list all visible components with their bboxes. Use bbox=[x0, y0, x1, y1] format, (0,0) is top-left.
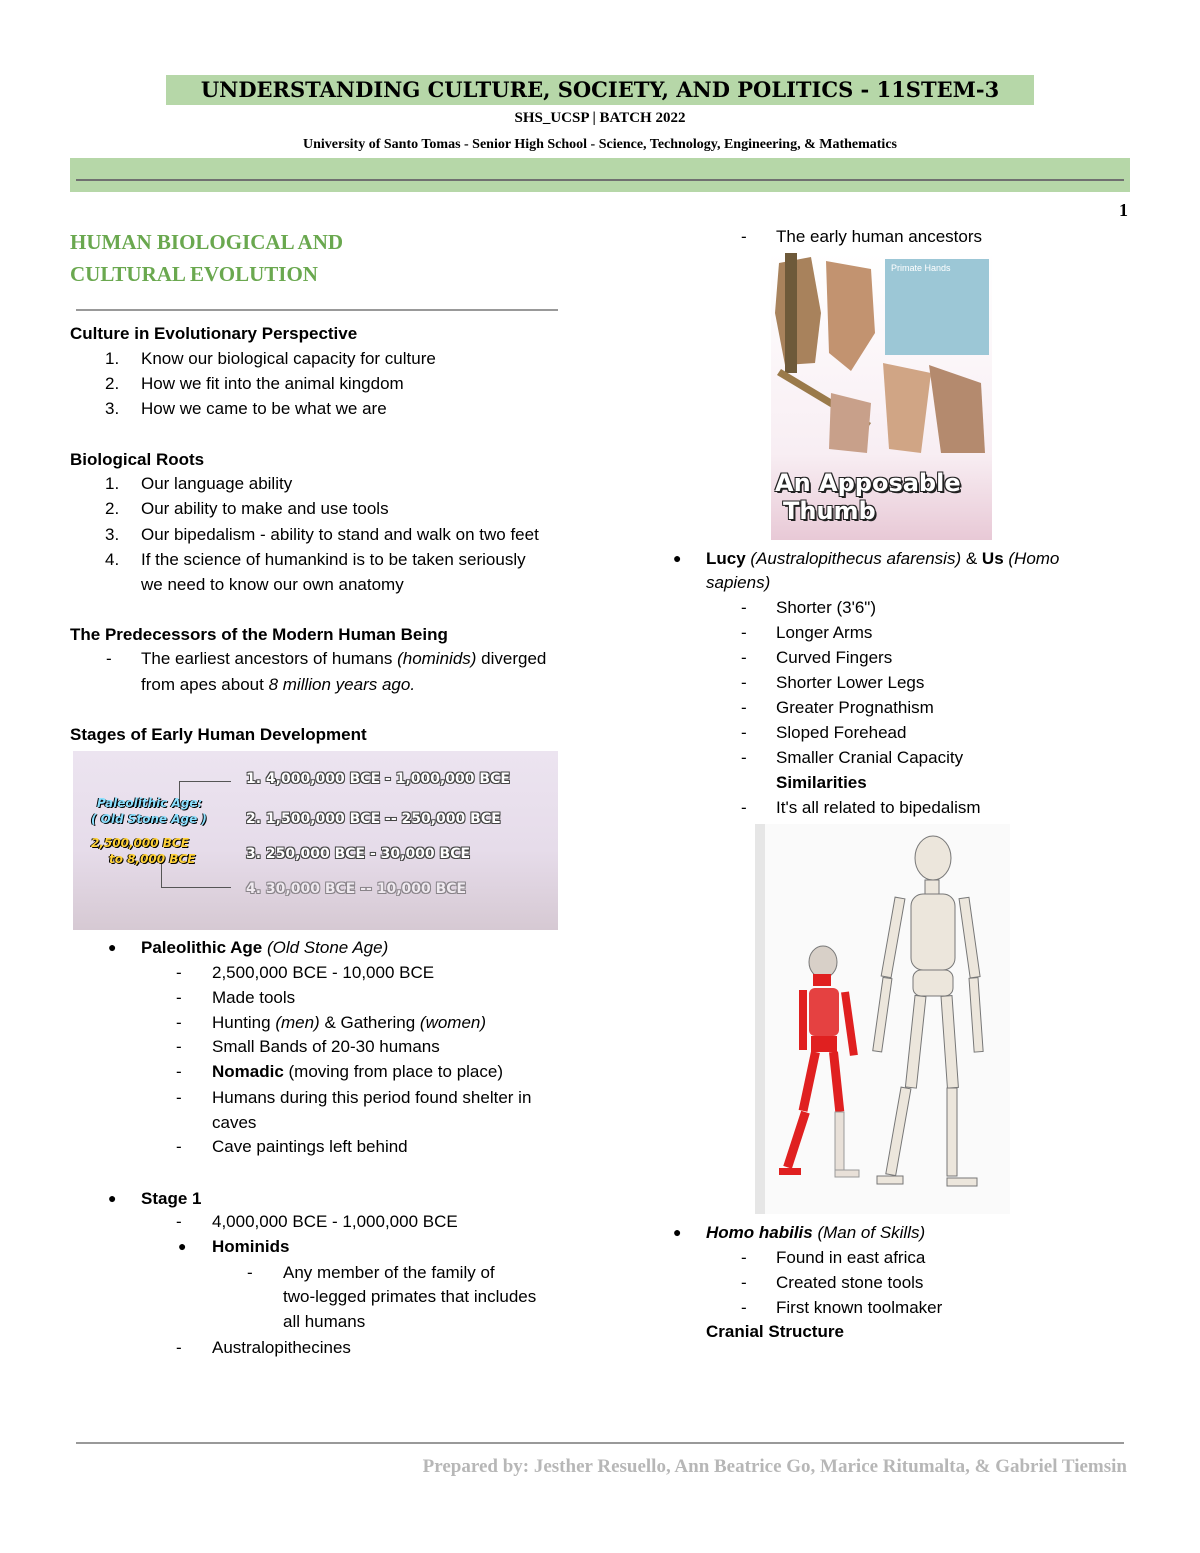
habilis-item-1: Found in east africa bbox=[776, 1248, 926, 1267]
paleolithic-item-6: Humans during this period found shelter in bbox=[212, 1088, 532, 1107]
text-run: The earliest ancestors of humans bbox=[141, 649, 398, 668]
text-run: (Homo bbox=[1003, 549, 1060, 568]
ribcage bbox=[911, 894, 955, 970]
paleolithic-label: Paleolithic Age: bbox=[97, 796, 203, 810]
human-skeleton bbox=[873, 836, 983, 1186]
page-number: 1 bbox=[1119, 200, 1128, 220]
arm-bone bbox=[799, 990, 807, 1050]
dash-bullet: - bbox=[741, 698, 747, 717]
arm-bone bbox=[881, 897, 905, 978]
leg-bone bbox=[947, 1088, 957, 1176]
bracket-line bbox=[179, 781, 231, 782]
hominids-def-2: two-legged primates that includes bbox=[283, 1287, 537, 1306]
text-run: (women) bbox=[419, 1013, 487, 1032]
dash-bullet: - bbox=[176, 1062, 182, 1081]
lucy-heading-cont: sapiens) bbox=[706, 573, 771, 592]
dash-bullet: - bbox=[741, 723, 747, 742]
text-run: (Man of Skills) bbox=[812, 1223, 926, 1242]
lucy-skeleton bbox=[779, 946, 859, 1177]
cranial-heading: Cranial Structure bbox=[706, 1322, 844, 1341]
trait-item: Smaller Cranial Capacity bbox=[776, 748, 964, 767]
lucy-name: Lucy bbox=[706, 549, 746, 568]
culture-title: Culture in Evolutionary Perspective bbox=[70, 324, 358, 343]
paleolithic-heading bbox=[141, 935, 388, 960]
paleolithic-item-1: 2,500,000 BCE - 10,000 BCE bbox=[212, 963, 435, 982]
text-run: & bbox=[961, 549, 982, 568]
spine-bone bbox=[925, 880, 939, 894]
leg-bone bbox=[835, 1112, 844, 1170]
dash-bullet: - bbox=[741, 648, 747, 667]
stage1-item-1: 4,000,000 BCE - 1,000,000 BCE bbox=[212, 1212, 458, 1231]
skull bbox=[915, 836, 951, 880]
skull bbox=[809, 946, 837, 978]
leg-bone bbox=[783, 1111, 809, 1169]
dash-bullet: - bbox=[247, 1263, 253, 1282]
text-run: from apes about bbox=[141, 675, 269, 694]
pelvis-bone bbox=[811, 1036, 837, 1052]
hominids-heading: Hominids bbox=[212, 1237, 290, 1256]
bracket-line bbox=[161, 887, 231, 888]
hand-shape bbox=[883, 363, 931, 453]
culture-item-2: How we fit into the animal kingdom bbox=[141, 374, 404, 393]
dash-bullet: - bbox=[741, 598, 747, 617]
stages-title: Stages of Early Human Development bbox=[70, 725, 367, 744]
million-years-term: 8 million years ago. bbox=[268, 675, 416, 694]
paleolithic-range-start: 2,500,000 BCE bbox=[91, 836, 189, 850]
bullet-dot: ● bbox=[108, 939, 117, 955]
nomadic-term: Nomadic bbox=[212, 1062, 284, 1081]
hominids-def-3: all humans bbox=[283, 1312, 366, 1331]
document-title: UNDERSTANDING CULTURE, SOCIETY, AND POLITICS - 11STEM-3 bbox=[166, 75, 1034, 105]
apposable-thumb-label bbox=[775, 469, 961, 525]
dash-bullet: - bbox=[176, 963, 182, 982]
predecessors-title: The Predecessors of the Modern Human Being bbox=[70, 625, 448, 644]
dash-bullet: - bbox=[176, 1088, 182, 1107]
dash-bullet: - bbox=[106, 649, 112, 668]
paleolithic-alt: (Old Stone Age) bbox=[266, 938, 389, 957]
roots-title: Biological Roots bbox=[70, 450, 205, 469]
habilis-heading bbox=[706, 1220, 925, 1245]
foot-bone bbox=[835, 1170, 859, 1177]
paleolithic-item-4: Small Bands of 20-30 humans bbox=[212, 1037, 440, 1056]
list-number: 3. bbox=[105, 525, 120, 544]
text-run: Hunting bbox=[212, 1013, 276, 1032]
bullet-dot: ● bbox=[673, 1224, 682, 1240]
paleolithic-name: Paleolithic Age bbox=[141, 938, 263, 957]
habilis-item-2: Created stone tools bbox=[776, 1273, 924, 1292]
trait-item: Shorter (3'6") bbox=[776, 598, 876, 617]
leg-bone bbox=[799, 1051, 820, 1112]
paleolithic-item-7: Cave paintings left behind bbox=[212, 1137, 408, 1156]
dash-bullet: - bbox=[176, 988, 182, 1007]
leg-bone bbox=[886, 1087, 911, 1175]
stage1-heading: Stage 1 bbox=[141, 1189, 202, 1208]
hominids-term: (hominids) bbox=[397, 649, 477, 668]
hominids-def-1: Any member of the family of bbox=[283, 1263, 495, 1282]
footer-rule bbox=[76, 1442, 1124, 1444]
leg-bone bbox=[941, 996, 958, 1089]
predecessors-line2 bbox=[141, 672, 415, 697]
arm-bone bbox=[959, 897, 980, 978]
section-heading-line1: HUMAN BIOLOGICAL AND bbox=[70, 230, 344, 254]
dash-bullet: - bbox=[741, 1273, 747, 1292]
dash-bullet: - bbox=[176, 1212, 182, 1231]
text-run: & Gathering bbox=[319, 1013, 420, 1032]
dash-bullet: - bbox=[741, 1298, 747, 1317]
paleolithic-item-5 bbox=[212, 1059, 503, 1084]
pelvis-bone bbox=[913, 970, 953, 996]
list-number: 4. bbox=[105, 550, 120, 569]
dash-bullet: - bbox=[741, 227, 747, 246]
dash-bullet: - bbox=[176, 1013, 182, 1032]
text-run: (moving from place to place) bbox=[283, 1062, 503, 1081]
culture-item-3: How we came to be what we are bbox=[141, 399, 387, 418]
text-run: (Australopithecus afarensis) bbox=[745, 549, 962, 568]
list-number: 1. bbox=[105, 349, 120, 368]
stage-row-1: 1. 4,000,000 BCE - 1,000,000 BCE bbox=[246, 771, 510, 787]
old-stone-age-label: ( Old Stone Age ) bbox=[91, 812, 207, 826]
hand-shape bbox=[826, 261, 875, 371]
document-subtitle: SHS_UCSP | BATCH 2022 bbox=[514, 110, 686, 126]
skeleton-comparison-image bbox=[755, 824, 1010, 1214]
roots-item-4: If the science of humankind is to be taken seriously bbox=[141, 550, 526, 569]
paleolithic-item-6-cont: caves bbox=[212, 1113, 257, 1132]
stage-row-2: 2. 1,500,000 BCE -- 250,000 BCE bbox=[246, 811, 501, 827]
roots-item-1: Our language ability bbox=[141, 474, 293, 493]
dash-bullet: - bbox=[741, 673, 747, 692]
bullet-dot: ● bbox=[673, 550, 682, 566]
leg-bone bbox=[905, 995, 926, 1088]
paleolithic-item-3 bbox=[212, 1010, 486, 1035]
dash-bullet: - bbox=[741, 798, 747, 817]
section-heading-line2: CULTURAL EVOLUTION bbox=[70, 262, 318, 286]
footer-credits: Prepared by: Jesther Resuello, Ann Beatrice Go, Marice Ritumalta, & Gabriel Tiemsin bbox=[422, 1456, 1127, 1477]
hand-shape bbox=[829, 393, 871, 453]
hand-shape bbox=[929, 365, 985, 453]
section-heading bbox=[70, 226, 490, 290]
stage-row-4: 4. 30,000 BCE -- 10,000 BCE bbox=[246, 881, 467, 897]
predecessors-line1 bbox=[141, 646, 546, 671]
similarity-item: It's all related to bipedalism bbox=[776, 798, 981, 817]
list-number: 3. bbox=[105, 399, 120, 418]
roots-item-2: Our ability to make and use tools bbox=[141, 499, 389, 518]
list-number: 2. bbox=[105, 374, 120, 393]
stick-shape bbox=[785, 253, 797, 373]
hand-shape bbox=[775, 257, 821, 365]
foot-bone bbox=[779, 1168, 801, 1175]
trait-item: Longer Arms bbox=[776, 623, 873, 642]
text-run: diverged bbox=[476, 649, 547, 668]
dash-bullet: - bbox=[176, 1338, 182, 1357]
roots-item-3: Our bipedalism - ability to stand and walk on two feet bbox=[141, 525, 539, 544]
dash-bullet: - bbox=[741, 1248, 747, 1267]
roots-item-4-cont: we need to know our own anatomy bbox=[141, 575, 404, 594]
apposable-thumb-label-line1: An Apposable bbox=[775, 469, 961, 497]
arm-bone bbox=[841, 991, 858, 1055]
culture-item-1: Know our biological capacity for culture bbox=[141, 349, 436, 368]
bullet-dot: ● bbox=[178, 1238, 187, 1254]
ribcage bbox=[809, 988, 839, 1036]
text-run: (men) bbox=[275, 1013, 320, 1032]
homo-habilis-name: Homo habilis bbox=[706, 1223, 813, 1242]
list-number: 1. bbox=[105, 474, 120, 493]
arm-bone bbox=[969, 978, 983, 1052]
lucy-heading bbox=[706, 546, 1059, 571]
stages-image bbox=[73, 751, 558, 930]
leg-bone bbox=[829, 1051, 844, 1112]
list-number: 2. bbox=[105, 499, 120, 518]
section-rule bbox=[76, 309, 558, 311]
header-band bbox=[70, 158, 1130, 192]
dash-bullet: - bbox=[741, 623, 747, 642]
dash-bullet: - bbox=[741, 748, 747, 767]
dash-bullet: - bbox=[176, 1137, 182, 1156]
ancestors-text: The early human ancestors bbox=[776, 227, 982, 246]
paleolithic-item-2: Made tools bbox=[212, 988, 296, 1007]
foot-bone bbox=[947, 1178, 977, 1186]
jaw-bone bbox=[813, 974, 831, 986]
trait-item: Sloped Forehead bbox=[776, 723, 907, 742]
skeleton-illustration bbox=[765, 824, 1010, 1214]
apposable-thumb-image bbox=[771, 253, 992, 540]
trait-item: Greater Prognathism bbox=[776, 698, 934, 717]
dash-bullet: - bbox=[176, 1037, 182, 1056]
header-rule bbox=[76, 179, 1124, 181]
paleolithic-range-end: to 8,000 BCE bbox=[109, 852, 196, 866]
apposable-thumb-label-line2: Thumb bbox=[783, 497, 876, 525]
bullet-dot: ● bbox=[108, 1190, 117, 1206]
trait-item: Curved Fingers bbox=[776, 648, 893, 667]
habilis-item-3: First known toolmaker bbox=[776, 1298, 943, 1317]
stage-row-3: 3. 250,000 BCE - 30,000 BCE bbox=[246, 846, 471, 862]
similarities-heading: Similarities bbox=[776, 773, 867, 792]
primate-hands-label: Primate Hands bbox=[891, 263, 951, 273]
trait-item: Shorter Lower Legs bbox=[776, 673, 925, 692]
foot-bone bbox=[877, 1176, 903, 1184]
arm-bone bbox=[873, 977, 892, 1052]
primate-hands-panel bbox=[885, 259, 989, 355]
school-name: University of Santo Tomas - Senior High School - Science, Technology, Engineering, & Mathematics bbox=[303, 137, 897, 152]
us-name: Us bbox=[981, 549, 1004, 568]
stage1-item-2: Australopithecines bbox=[212, 1338, 351, 1357]
